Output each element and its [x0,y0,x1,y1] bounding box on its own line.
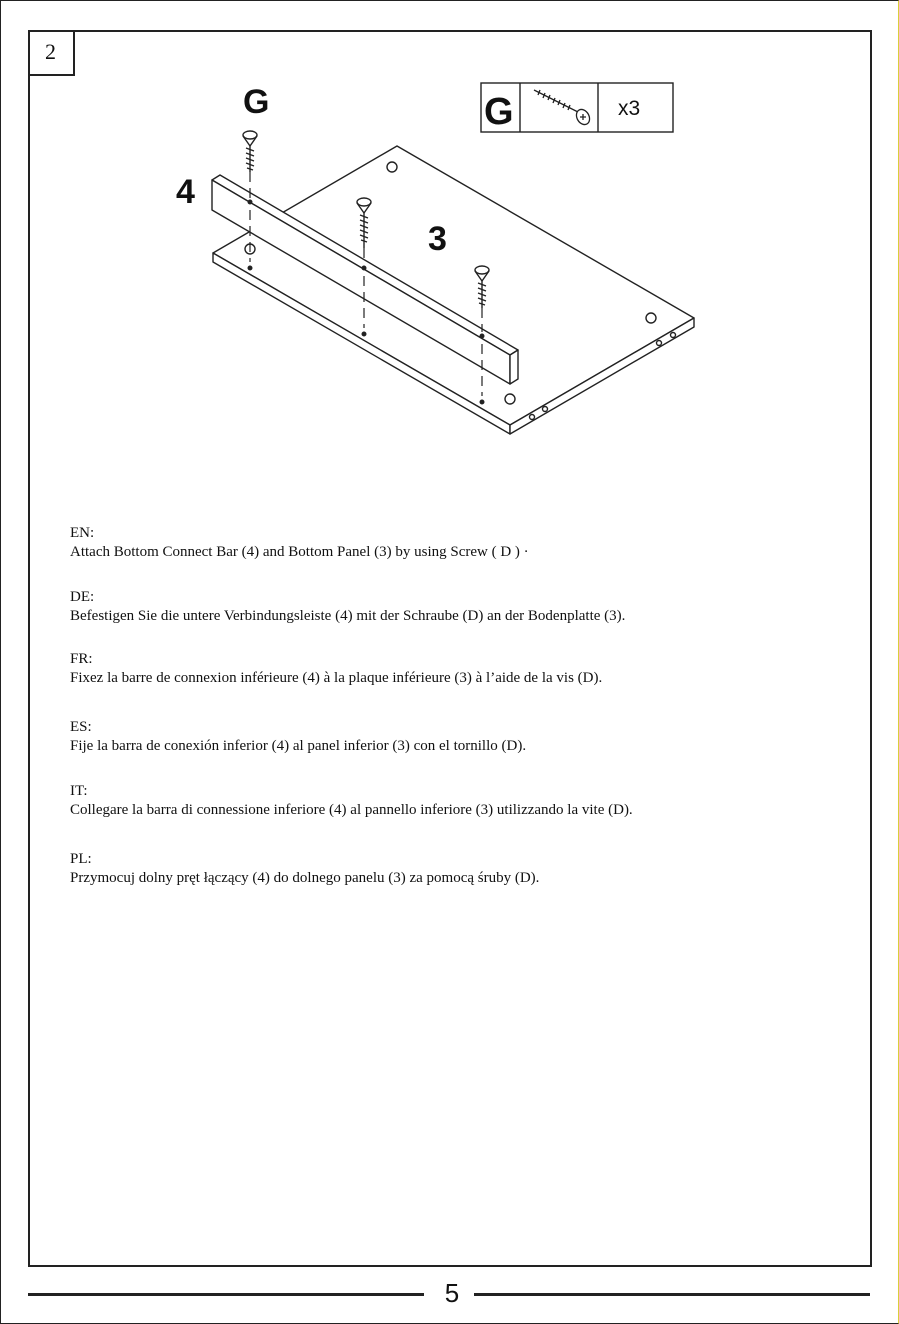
instruction-text: Przymocuj dolny pręt łączący (4) do dolnego panelu (3) za pomocą śruby (D). [70,870,540,886]
instruction-text: Attach Bottom Connect Bar (4) and Bottom Panel (3) by using Screw ( D ) · [70,544,529,560]
language-code: ES: [70,719,92,735]
instruction-text: Befestigen Sie die untere Verbindungsleiste (4) mit der Schraube (D) an der Bodenplatte (3). [70,608,626,624]
language-code: FR: [70,651,93,667]
screw-1 [243,131,257,172]
instructions [70,524,850,888]
language-code: DE: [70,589,95,605]
bar-label: 4 [176,173,195,211]
instruction-es [70,718,850,782]
parts-box-quantity: x3 [618,97,641,120]
instruction-fr [70,650,850,718]
instruction-text: Fixez la barre de connexion inférieure (4) à la plaque inférieure (3) à l’aide de la vis (D). [70,670,603,686]
step-number: 2 [28,30,75,76]
instruction-en [70,524,850,588]
instruction-text: Collegare la barra di connessione inferiore (4) al pannello inferiore (3) utilizzando la vite (D). [70,802,633,818]
page-number: 5 [444,1278,460,1308]
language-code: EN: [70,525,95,541]
bottom-panel [213,146,694,434]
parts-box [481,83,673,133]
footer-rule-right [474,1293,870,1296]
assembly-diagram [0,0,899,460]
parts-box-letter: G [484,91,514,133]
panel-label: 3 [428,220,447,258]
footer-rule-left [28,1293,424,1296]
instruction-it [70,782,850,850]
instruction-pl [70,850,850,888]
instruction-de [70,588,850,650]
screw-label: G [243,83,270,121]
instruction-text: Fije la barra de conexión inferior (4) al panel inferior (3) con el tornillo (D). [70,738,527,754]
language-code: PL: [70,851,92,867]
language-code: IT: [70,783,88,799]
